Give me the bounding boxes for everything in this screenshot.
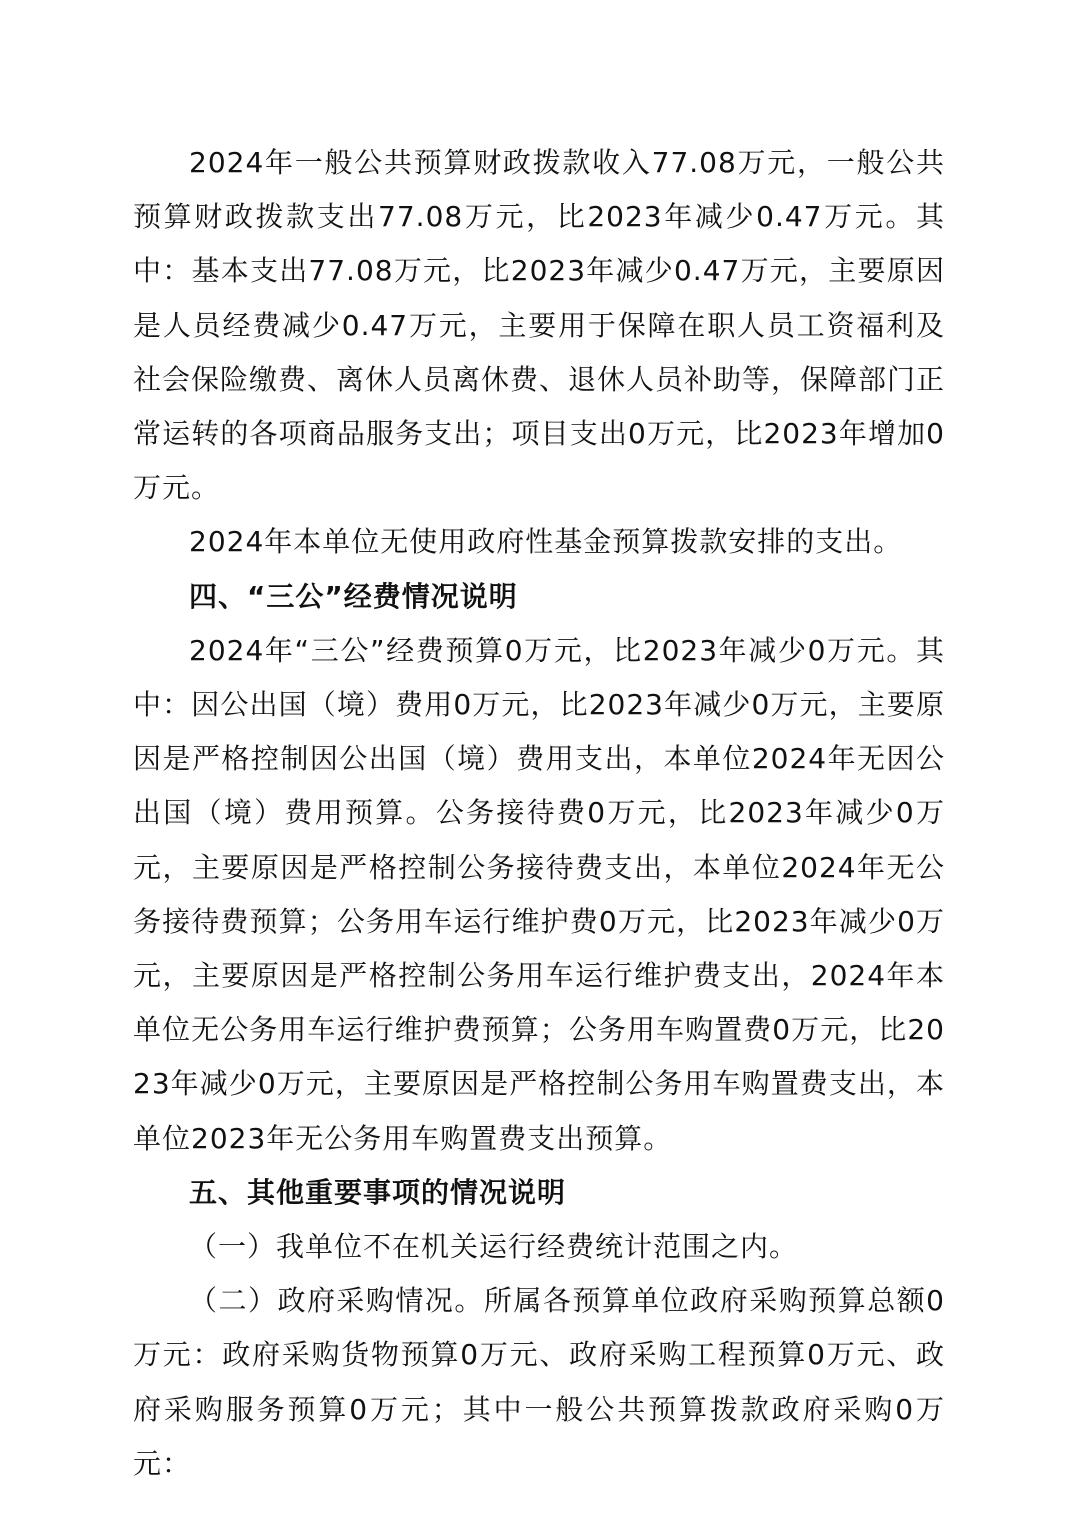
paragraph-general-budget-expenditure: 2024年一般公共预算财政拨款收入77.08万元，一般公共预算财政拨款支出77.08万元，比2023年减少0.47万元。其中：基本支出77.08万元，比2023年减少0.47万元，主要原因是人员经费减少0.47万元，主要用于保障在职人员工资福利及社会保险缴费、离休人员离休费、退休人员补助等，保障部门正常运转的各项商品服务支出；项目支出0万元，比2023年增加0万元。 <box>133 146 946 505</box>
paragraph-three-public-expenses: 2024年“三公”经费预算0万元，比2023年减少0万元。其中：因公出国（境）费用0万元，比2023年减少0万元，主要原因是严格控制因公出国（境）费用支出，本单位2024年无因公出国（境）费用预算。公务接待费0万元，比2023年减少0万元，主要原因是严格控制公务接待费支出，本单位2024年无公务接待费预算；公务用车运行维护费0万元，比2023年减少0万元，主要原因是严格控制公务用车运行维护费支出，2024年本单位无公务用车运行维护费预算；公务用车购置费0万元，比2023年减少0万元，主要原因是严格控制公务用车购置费支出，本单位2023年无公务用车购置费支出预算。 <box>133 633 945 1155</box>
paragraph-government-procurement: （二）政府采购情况。所属各预算单位政府采购预算总额0万元：政府采购货物预算0万元、政府采购工程预算0万元、政府采购服务预算0万元；其中一般公共预算拨款政府采购0万元： <box>133 1284 945 1480</box>
paragraph-operating-expenses-scope: （一）我单位不在机关运行经费统计范围之内。 <box>189 1230 799 1264</box>
section-heading-three-public-expenses: 四、“三公”经费情况说明 <box>189 579 518 613</box>
document-body <box>133 136 945 1491</box>
paragraph-government-fund-budget: 2024年本单位无使用政府性基金预算拨款安排的支出。 <box>189 525 903 559</box>
section-heading-other-matters: 五、其他重要事项的情况说明 <box>189 1175 567 1209</box>
